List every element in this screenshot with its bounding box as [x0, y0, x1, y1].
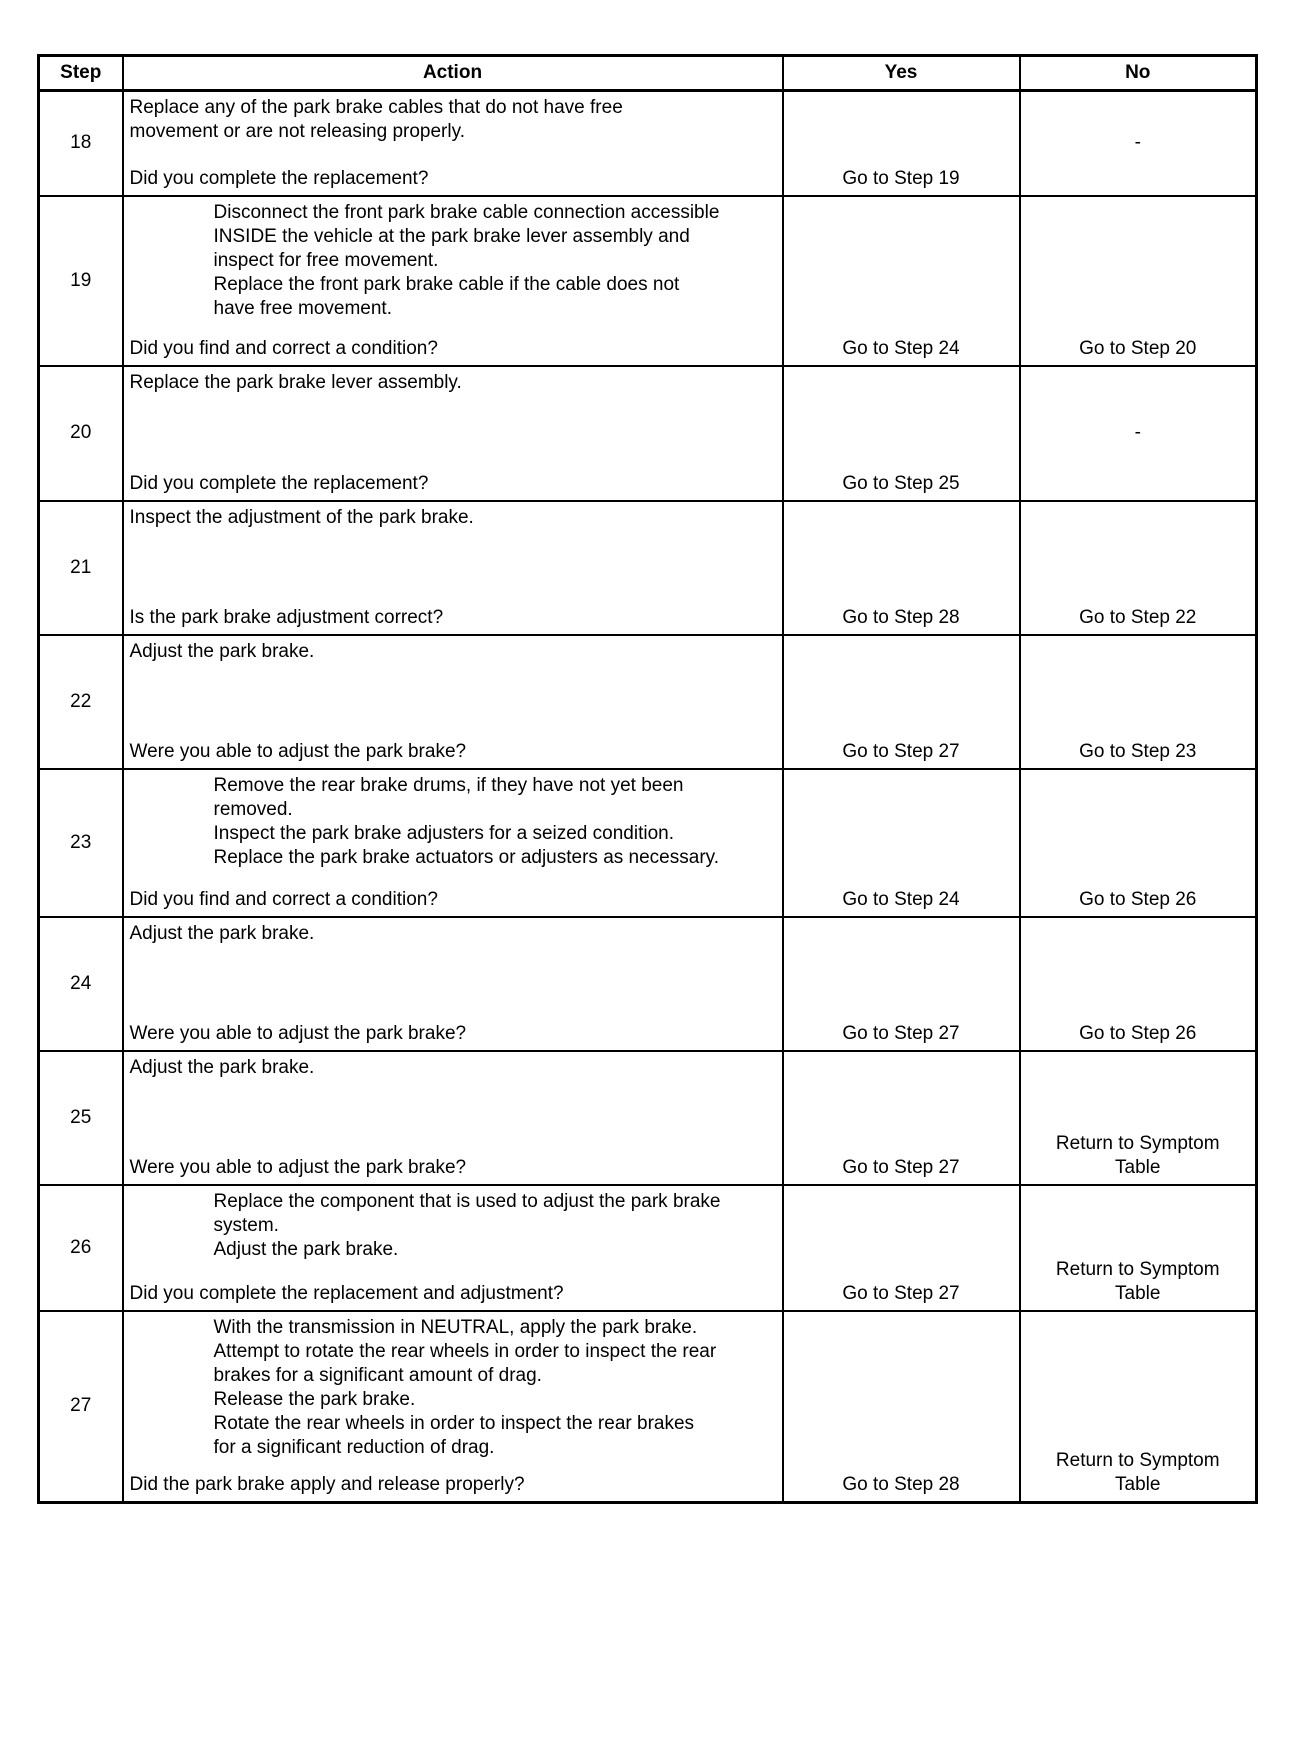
yes-result: Go to Step 28: [842, 1474, 960, 1495]
no-cell: [1020, 1051, 1257, 1185]
yes-result: Go to Step 28: [842, 606, 960, 628]
no-result-line: Table: [1115, 1156, 1161, 1178]
action-line: Release the park brake.: [213, 1388, 416, 1410]
no-result-line: Return to Symptom: [1055, 1450, 1220, 1471]
action-line: With the transmission in NEUTRAL, apply the park brake.: [213, 1316, 698, 1338]
no-cell: [1020, 769, 1257, 917]
action-line: Adjust the park brake.: [213, 1238, 399, 1260]
yes-result: Go to Step 27: [842, 1156, 960, 1178]
step-number: 21: [39, 501, 123, 635]
action-line: Rotate the rear wheels in order to inspect the rear brakes: [213, 1412, 695, 1434]
yes-result: Go to Step 24: [842, 888, 960, 910]
step-number: 19: [39, 196, 123, 366]
table-row: [39, 91, 1257, 196]
step-number: 24: [39, 917, 123, 1051]
yes-cell: [783, 1051, 1020, 1185]
no-result: [1021, 1258, 1256, 1306]
action-line: Adjust the park brake.: [129, 922, 315, 944]
table-row: [39, 366, 1257, 501]
action-cell: [123, 917, 783, 1051]
action-line: Disconnect the front park brake cable connection accessible: [213, 201, 720, 223]
step-number: 20: [39, 366, 123, 501]
action-cell: [123, 635, 783, 769]
no-result: Go to Step 23: [1079, 740, 1197, 762]
table-row: [39, 196, 1257, 366]
yes-cell: [783, 1185, 1020, 1311]
table-row: [39, 1311, 1257, 1503]
action-line: Adjust the park brake.: [129, 640, 315, 662]
header-yes: Yes: [783, 56, 1020, 91]
no-cell: [1020, 1185, 1257, 1311]
yes-cell: [783, 366, 1020, 501]
action-question: Did you find and correct a condition?: [129, 337, 438, 359]
step-number: 22: [39, 635, 123, 769]
header-row: [39, 56, 1257, 91]
action-cell: [123, 366, 783, 501]
action-line: Replace the park brake lever assembly.: [129, 371, 462, 393]
no-cell: [1020, 196, 1257, 366]
yes-result: Go to Step 25: [842, 472, 960, 494]
action-cell: [123, 196, 783, 366]
action-line: Attempt to rotate the rear wheels in order to inspect the rear: [213, 1340, 717, 1362]
no-cell: [1020, 1311, 1257, 1503]
action-line: removed.: [213, 798, 293, 820]
yes-cell: [783, 501, 1020, 635]
action-line: have free movement.: [213, 297, 392, 319]
action-line: Replace any of the park brake cables that do not have free: [129, 97, 623, 118]
no-cell: [1020, 501, 1257, 635]
step-number: 25: [39, 1051, 123, 1185]
diagnostic-table: [37, 54, 1258, 1504]
no-result: Go to Step 26: [1079, 888, 1197, 910]
table-row: [39, 917, 1257, 1051]
no-result: -: [1134, 422, 1141, 443]
action-cell: [123, 501, 783, 635]
no-result-line: Table: [1115, 1282, 1161, 1304]
yes-result: Go to Step 27: [842, 1282, 960, 1304]
no-result: [1021, 1449, 1256, 1497]
action-line: Inspect the adjustment of the park brake.: [129, 506, 474, 528]
no-result: Go to Step 22: [1079, 606, 1197, 628]
action-line: brakes for a significant amount of drag.: [213, 1364, 542, 1386]
header-no: No: [1020, 56, 1257, 91]
action-line: system.: [213, 1214, 279, 1236]
yes-result: Go to Step 19: [842, 167, 960, 189]
action-line: Adjust the park brake.: [129, 1056, 315, 1078]
action-line: for a significant reduction of drag.: [213, 1436, 495, 1458]
no-result: -: [1134, 132, 1141, 154]
action-question: Were you able to adjust the park brake?: [129, 740, 467, 762]
no-cell: [1020, 635, 1257, 769]
action-line: Replace the component that is used to adjust the park brake: [213, 1190, 721, 1212]
action-cell: [123, 769, 783, 917]
yes-result: Go to Step 27: [842, 1022, 960, 1044]
no-cell: [1020, 917, 1257, 1051]
table-row: [39, 501, 1257, 635]
action-cell: [123, 1311, 783, 1503]
action-question: Did you complete the replacement?: [129, 167, 429, 189]
no-result: Go to Step 26: [1079, 1022, 1197, 1044]
action-question: Is the park brake adjustment correct?: [129, 606, 444, 628]
table-row: [39, 1051, 1257, 1185]
no-result-line: Table: [1115, 1474, 1161, 1495]
no-result-line: Return to Symptom: [1055, 1258, 1220, 1280]
no-cell: [1020, 366, 1257, 501]
table-row: [39, 635, 1257, 769]
action-question: Were you able to adjust the park brake?: [129, 1022, 467, 1044]
no-result: [1021, 1132, 1256, 1180]
yes-cell: [783, 917, 1020, 1051]
action-cell: [123, 1051, 783, 1185]
yes-cell: [783, 91, 1020, 196]
yes-result: Go to Step 27: [842, 740, 960, 762]
action-question: Did you complete the replacement?: [129, 472, 429, 494]
no-result: Go to Step 20: [1079, 337, 1197, 359]
table-row: [39, 769, 1257, 917]
action-cell: [123, 91, 783, 196]
step-number: 18: [39, 91, 123, 196]
action-question: Were you able to adjust the park brake?: [129, 1156, 467, 1178]
action-line: movement or are not releasing properly.: [129, 121, 465, 142]
yes-cell: [783, 1311, 1020, 1503]
action-line: Replace the front park brake cable if the cable does not: [213, 273, 680, 295]
action-line: inspect for free movement.: [213, 249, 439, 271]
table-row: [39, 1185, 1257, 1311]
action-line: Replace the park brake actuators or adjusters as necessary.: [213, 846, 720, 868]
header-step: Step: [39, 56, 123, 91]
action-line: INSIDE the vehicle at the park brake lever assembly and: [213, 225, 690, 247]
yes-cell: [783, 635, 1020, 769]
action-cell: [123, 1185, 783, 1311]
action-question: Did you find and correct a condition?: [129, 888, 438, 910]
yes-result: Go to Step 24: [842, 337, 960, 359]
no-cell: [1020, 91, 1257, 196]
step-number: 26: [39, 1185, 123, 1311]
no-result-line: Return to Symptom: [1055, 1132, 1220, 1154]
action-question: Did the park brake apply and release properly?: [129, 1474, 525, 1495]
table-header: [39, 56, 1257, 91]
action-line: Remove the rear brake drums, if they have not yet been: [213, 774, 684, 796]
yes-cell: [783, 769, 1020, 917]
action-line: Inspect the park brake adjusters for a seized condition.: [213, 822, 674, 844]
action-question: Did you complete the replacement and adjustment?: [129, 1282, 564, 1304]
step-number: 23: [39, 769, 123, 917]
step-number: 27: [39, 1311, 123, 1503]
header-action: Action: [123, 56, 783, 91]
yes-cell: [783, 196, 1020, 366]
